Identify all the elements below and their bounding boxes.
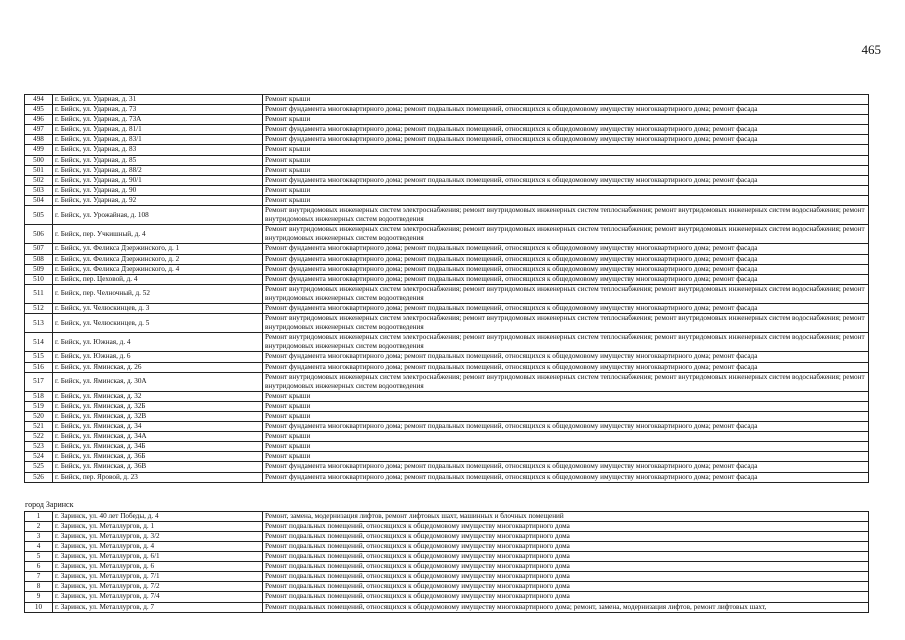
row-work: Ремонт крыши	[263, 185, 869, 195]
row-address: г. Бийск, ул. Южная, д. 6	[53, 352, 263, 362]
row-work: Ремонт фундамента многоквартирного дома; ремонт подвальных помещений, относящихся к общедомовому имуществу многоквартирного дома; ремонт фасада	[263, 264, 869, 274]
table-row	[25, 572, 869, 582]
document-sheet	[24, 94, 868, 613]
row-number: 497	[25, 125, 53, 135]
row-address: г. Бийск, ул. Яминская, д. 34А	[53, 432, 263, 442]
row-address: г. Бийск, ул. Ударная, д. 81/1	[53, 125, 263, 135]
row-address: г. Заринск, ул. Металлургов, д. 7/4	[53, 592, 263, 602]
row-work: Ремонт фундамента многоквартирного дома; ремонт подвальных помещений, относящихся к общедомовому имуществу многоквартирного дома; ремонт фасада	[263, 352, 869, 362]
row-work: Ремонт крыши	[263, 145, 869, 155]
row-number: 495	[25, 105, 53, 115]
table-row	[25, 462, 869, 472]
table-row	[25, 225, 869, 244]
row-address: г. Бийск, ул. Южная, д. 4	[53, 333, 263, 352]
row-number: 511	[25, 284, 53, 303]
row-address: г. Бийск, ул. Ударная, д. 83/1	[53, 135, 263, 145]
row-work: Ремонт подвальных помещений, относящихся к общедомовому имуществу многоквартирного дома	[263, 562, 869, 572]
table-row	[25, 155, 869, 165]
table-row	[25, 401, 869, 411]
row-number: 6	[25, 562, 53, 572]
row-address: г. Бийск, ул. Яминская, д. 34	[53, 422, 263, 432]
row-number: 496	[25, 115, 53, 125]
row-work: Ремонт внутридомовых инженерных систем электроснабжения; ремонт внутридомовых инженерных систем теплоснабжения; ремонт внутридомовых инженерных систем водоснабжения; ремонт внутридомовых инженерных систем водоотведения	[263, 372, 869, 391]
table-row	[25, 541, 869, 551]
row-address: г. Бийск, ул. Ударная, д. 73А	[53, 115, 263, 125]
row-address: г. Бийск, ул. Яминская, д. 36Б	[53, 452, 263, 462]
table-row	[25, 552, 869, 562]
table-row	[25, 105, 869, 115]
repair-table-biysk-body	[25, 95, 869, 483]
table-row	[25, 264, 869, 274]
row-number: 518	[25, 391, 53, 401]
row-address: г. Бийск, пер. Учкишный, д. 4	[53, 225, 263, 244]
row-address: г. Бийск, ул. Феликса Дзержинского, д. 4	[53, 264, 263, 274]
row-work: Ремонт подвальных помещений, относящихся к общедомовому имуществу многоквартирного дома	[263, 592, 869, 602]
row-address: г. Бийск, ул. Яминская, д. 32Б	[53, 401, 263, 411]
table-row	[25, 314, 869, 333]
row-address: г. Бийск, ул. Челюскинцев, д. 3	[53, 303, 263, 313]
table-row	[25, 244, 869, 254]
row-address: г. Бийск, ул. Яминская, д. 32	[53, 391, 263, 401]
row-work: Ремонт подвальных помещений, относящихся к общедомовому имуществу многоквартирного дома	[263, 531, 869, 541]
row-address: г. Заринск, ул. Металлургов, д. 4	[53, 541, 263, 551]
table-row	[25, 165, 869, 175]
table-row	[25, 412, 869, 422]
row-work: Ремонт подвальных помещений, относящихся к общедомовому имуществу многоквартирного дома	[263, 552, 869, 562]
row-address: г. Бийск, пер. Яровой, д. 23	[53, 472, 263, 482]
row-work: Ремонт подвальных помещений, относящихся к общедомовому имуществу многоквартирного дома; ремонт, замена, модернизация лифтов, ремонт лифтовых шахт,	[263, 602, 869, 612]
row-work: Ремонт внутридомовых инженерных систем электроснабжения; ремонт внутридомовых инженерных систем теплоснабжения; ремонт внутридомовых инженерных систем водоснабжения; ремонт внутридомовых инженерных систем водоотведения	[263, 225, 869, 244]
row-address: г. Бийск, ул. Ударная, д. 85	[53, 155, 263, 165]
row-number: 520	[25, 412, 53, 422]
row-work: Ремонт внутридомовых инженерных систем электроснабжения; ремонт внутридомовых инженерных систем теплоснабжения; ремонт внутридомовых инженерных систем водоснабжения; ремонт внутридомовых инженерных систем водоотведения	[263, 333, 869, 352]
row-number: 506	[25, 225, 53, 244]
row-number: 525	[25, 462, 53, 472]
row-address: г. Бийск, ул. Ударная, д. 83	[53, 145, 263, 155]
row-address: г. Бийск, пер. Цеховой, д. 4	[53, 274, 263, 284]
table-row	[25, 185, 869, 195]
row-number: 1	[25, 511, 53, 521]
row-work: Ремонт крыши	[263, 165, 869, 175]
table-row	[25, 303, 869, 313]
row-number: 526	[25, 472, 53, 482]
row-work: Ремонт крыши	[263, 391, 869, 401]
row-work: Ремонт крыши	[263, 452, 869, 462]
row-work: Ремонт внутридомовых инженерных систем электроснабжения; ремонт внутридомовых инженерных систем теплоснабжения; ремонт внутридомовых инженерных систем водоснабжения; ремонт внутридомовых инженерных систем водоотведения	[263, 206, 869, 225]
row-number: 3	[25, 531, 53, 541]
row-number: 514	[25, 333, 53, 352]
row-number: 515	[25, 352, 53, 362]
table-row	[25, 125, 869, 135]
row-work: Ремонт крыши	[263, 195, 869, 205]
row-number: 517	[25, 372, 53, 391]
row-work: Ремонт подвальных помещений, относящихся к общедомовому имуществу многоквартирного дома	[263, 582, 869, 592]
table-row	[25, 452, 869, 462]
row-number: 494	[25, 95, 53, 105]
table-row	[25, 422, 869, 432]
row-number: 519	[25, 401, 53, 411]
table-row	[25, 175, 869, 185]
row-address: г. Бийск, ул. Челюскинцев, д. 5	[53, 314, 263, 333]
row-address: г. Бийск, пер. Челночный, д. 52	[53, 284, 263, 303]
row-work: Ремонт подвальных помещений, относящихся к общедомовому имуществу многоквартирного дома	[263, 541, 869, 551]
table-row	[25, 442, 869, 452]
row-work: Ремонт подвальных помещений, относящихся к общедомовому имуществу многоквартирного дома	[263, 572, 869, 582]
row-number: 500	[25, 155, 53, 165]
row-work: Ремонт внутридомовых инженерных систем электроснабжения; ремонт внутридомовых инженерных систем теплоснабжения; ремонт внутридомовых инженерных систем водоснабжения; ремонт внутридомовых инженерных систем водоотведения	[263, 284, 869, 303]
row-address: г. Бийск, ул. Ударная, д. 92	[53, 195, 263, 205]
row-address: г. Бийск, ул. Феликса Дзержинского, д. 1	[53, 244, 263, 254]
row-address: г. Бийск, ул. Ударная, д. 31	[53, 95, 263, 105]
row-address: г. Бийск, ул. Яминская, д. 34Б	[53, 442, 263, 452]
table-row	[25, 254, 869, 264]
row-address: г. Заринск, ул. Металлургов, д. 3/2	[53, 531, 263, 541]
row-number: 5	[25, 552, 53, 562]
row-work: Ремонт крыши	[263, 155, 869, 165]
row-work: Ремонт крыши	[263, 401, 869, 411]
row-number: 512	[25, 303, 53, 313]
row-address: г. Бийск, ул. Феликса Дзержинского, д. 2	[53, 254, 263, 264]
row-work: Ремонт фундамента многоквартирного дома; ремонт подвальных помещений, относящихся к общедомовому имуществу многоквартирного дома; ремонт фасада	[263, 175, 869, 185]
row-number: 9	[25, 592, 53, 602]
table-row	[25, 472, 869, 482]
repair-table-zarinsk	[24, 511, 869, 613]
row-work: Ремонт фундамента многоквартирного дома; ремонт подвальных помещений, относящихся к общедомовому имуществу многоквартирного дома; ремонт фасада	[263, 462, 869, 472]
row-number: 10	[25, 602, 53, 612]
row-number: 509	[25, 264, 53, 274]
row-work: Ремонт фундамента многоквартирного дома; ремонт подвальных помещений, относящихся к общедомовому имуществу многоквартирного дома; ремонт фасада	[263, 125, 869, 135]
row-address: г. Заринск, ул. Металлургов, д. 7/1	[53, 572, 263, 582]
table-row	[25, 362, 869, 372]
row-work: Ремонт фундамента многоквартирного дома; ремонт подвальных помещений, относящихся к общедомовому имуществу многоквартирного дома; ремонт фасада	[263, 422, 869, 432]
row-work: Ремонт фундамента многоквартирного дома; ремонт подвальных помещений, относящихся к общедомовому имуществу многоквартирного дома; ремонт фасада	[263, 244, 869, 254]
row-address: г. Заринск, ул. Металлургов, д. 6	[53, 562, 263, 572]
section-title-zarinsk: город Заринск	[25, 499, 74, 509]
table-row	[25, 602, 869, 612]
row-address: г. Бийск, ул. Ударная, д. 88/2	[53, 165, 263, 175]
table-row	[25, 145, 869, 155]
row-work: Ремонт внутридомовых инженерных систем электроснабжения; ремонт внутридомовых инженерных систем теплоснабжения; ремонт внутридомовых инженерных систем водоснабжения; ремонт внутридомовых инженерных систем водоотведения	[263, 314, 869, 333]
row-address: г. Бийск, ул. Урожайная, д. 108	[53, 206, 263, 225]
table-row	[25, 195, 869, 205]
row-number: 521	[25, 422, 53, 432]
table-row	[25, 352, 869, 362]
repair-table-zarinsk-body	[25, 511, 869, 612]
table-row	[25, 521, 869, 531]
table-row	[25, 531, 869, 541]
row-work: Ремонт фундамента многоквартирного дома; ремонт подвальных помещений, относящихся к общедомовому имуществу многоквартирного дома; ремонт фасада	[263, 135, 869, 145]
row-number: 516	[25, 362, 53, 372]
row-work: Ремонт фундамента многоквартирного дома; ремонт подвальных помещений, относящихся к общедомовому имуществу многоквартирного дома; ремонт фасада	[263, 472, 869, 482]
row-work: Ремонт фундамента многоквартирного дома; ремонт подвальных помещений, относящихся к общедомовому имуществу многоквартирного дома; ремонт фасада	[263, 105, 869, 115]
table-row	[25, 511, 869, 521]
row-number: 503	[25, 185, 53, 195]
row-work: Ремонт фундамента многоквартирного дома; ремонт подвальных помещений, относящихся к общедомовому имуществу многоквартирного дома; ремонт фасада	[263, 303, 869, 313]
row-work: Ремонт крыши	[263, 115, 869, 125]
row-address: г. Заринск, ул. Металлургов, д. 7/2	[53, 582, 263, 592]
table-row	[25, 372, 869, 391]
row-number: 505	[25, 206, 53, 225]
row-number: 510	[25, 274, 53, 284]
row-address: г. Бийск, ул. Яминская, д. 32В	[53, 412, 263, 422]
row-work: Ремонт фундамента многоквартирного дома; ремонт подвальных помещений, относящихся к общедомовому имуществу многоквартирного дома; ремонт фасада	[263, 274, 869, 284]
row-work: Ремонт крыши	[263, 432, 869, 442]
row-number: 498	[25, 135, 53, 145]
row-number: 4	[25, 541, 53, 551]
table-row	[25, 95, 869, 105]
row-address: г. Бийск, ул. Ударная, д. 90	[53, 185, 263, 195]
row-number: 504	[25, 195, 53, 205]
table-row	[25, 582, 869, 592]
row-work: Ремонт крыши	[263, 95, 869, 105]
row-address: г. Бийск, ул. Яминская, д. 36В	[53, 462, 263, 472]
row-number: 8	[25, 582, 53, 592]
row-number: 524	[25, 452, 53, 462]
row-address: г. Заринск, ул. Металлургов, д. 7	[53, 602, 263, 612]
row-number: 508	[25, 254, 53, 264]
row-address: г. Бийск, ул. Яминская, д. 26	[53, 362, 263, 372]
row-work: Ремонт подвальных помещений, относящихся к общедомовому имуществу многоквартирного дома	[263, 521, 869, 531]
table-row	[25, 432, 869, 442]
table-row	[25, 333, 869, 352]
row-number: 501	[25, 165, 53, 175]
row-work: Ремонт, замена, модернизация лифтов, ремонт лифтовых шахт, машинных и блочных помещений	[263, 511, 869, 521]
table-row	[25, 274, 869, 284]
row-address: г. Бийск, ул. Яминская, д. 30А	[53, 372, 263, 391]
table-row	[25, 284, 869, 303]
row-address: г. Заринск, ул. Металлургов, д. 1	[53, 521, 263, 531]
table-row	[25, 592, 869, 602]
row-number: 523	[25, 442, 53, 452]
row-address: г. Бийск, ул. Ударная, д. 73	[53, 105, 263, 115]
row-address: г. Бийск, ул. Ударная, д. 90/1	[53, 175, 263, 185]
repair-table-biysk	[24, 94, 869, 483]
row-work: Ремонт фундамента многоквартирного дома; ремонт подвальных помещений, относящихся к общедомовому имуществу многоквартирного дома; ремонт фасада	[263, 254, 869, 264]
page-number: 465	[861, 42, 881, 57]
table-row	[25, 206, 869, 225]
row-address: г. Заринск, ул. Металлургов, д. 6/1	[53, 552, 263, 562]
row-work: Ремонт фундамента многоквартирного дома; ремонт подвальных помещений, относящихся к общедомовому имуществу многоквартирного дома; ремонт фасада	[263, 362, 869, 372]
row-address: г. Заринск, ул. 40 лет Победы, д. 4	[53, 511, 263, 521]
table-row	[25, 135, 869, 145]
row-number: 499	[25, 145, 53, 155]
table-row	[25, 115, 869, 125]
row-number: 507	[25, 244, 53, 254]
row-work: Ремонт крыши	[263, 412, 869, 422]
table-row	[25, 562, 869, 572]
row-number: 522	[25, 432, 53, 442]
row-number: 502	[25, 175, 53, 185]
table-row	[25, 391, 869, 401]
row-number: 513	[25, 314, 53, 333]
row-number: 2	[25, 521, 53, 531]
row-number: 7	[25, 572, 53, 582]
row-work: Ремонт крыши	[263, 442, 869, 452]
